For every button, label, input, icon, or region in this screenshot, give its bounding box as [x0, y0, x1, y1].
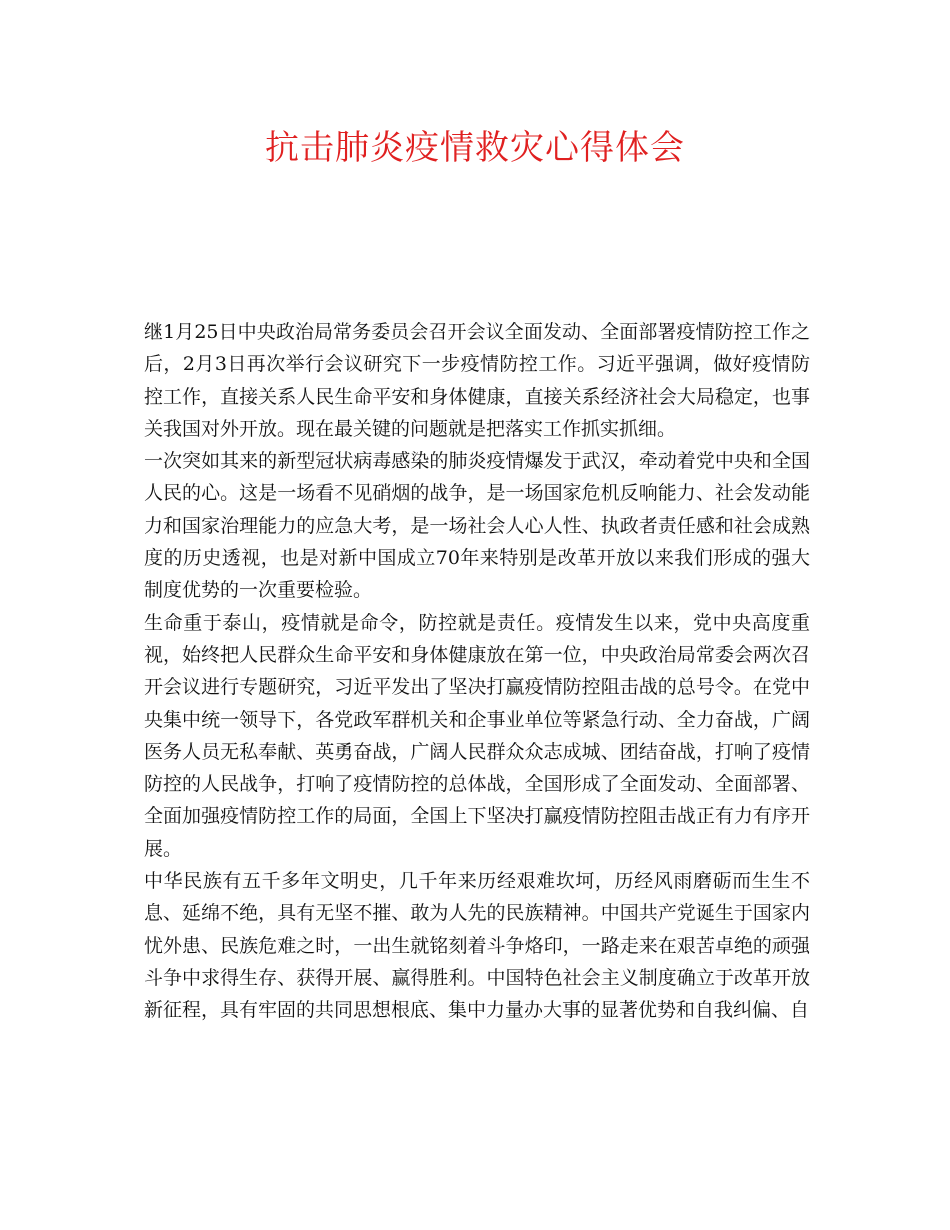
- paragraph-3: 生命重于泰山，疫情就是命令，防控就是责任。疫情发生以来，党中央高度重视，始终把人民群众生命平安和身体健康放在第一位，中央政治局常委会两次召开会议进行专题研究，习近平发出了坚决打赢疫情防控阻击战的总号令。在党中央集中统一领导下，各党政军群机关和企事业单位等紧急行动、全力奋战，广阔医务人员无私奉献、英勇奋战，广阔人民群众众志成城、团结奋战，打响了疫情防控的人民战争，打响了疫情防控的总体战，全国形成了全面发动、全面部署、全面加强疫情防控工作的局面，全国上下坚决打赢疫情防控阻击战正有力有序开展。: [144, 611, 810, 860]
- document-title: 抗击肺炎疫情救灾心得体会: [265, 128, 685, 168]
- paragraph-4: 中华民族有五千多年文明史，几千年来历经艰难坎坷，历经风雨磨砺而生生不息、延绵不绝，具有无坚不摧、敢为人先的民族精神。中国共产党诞生于国家内忧外患、民族危难之时，一出生就铭刻着斗争烙印，一路走来在艰苦卓绝的顽强斗争中求得生存、获得开展、赢得胜利。中国特色社会主义制度确立于改革开放新征程，具有牢固的共同思想根底、集中力量办大事的显著优势和自我纠偏、自: [144, 870, 810, 1022]
- paragraph-1: 继1月25日中央政治局常务委员会召开会议全面发动、全面部署疫情防控工作之后，2月3日再次举行会议研究下一步疫情防控工作。习近平强调，做好疫情防控工作，直接关系人民生命平安和身体健康，直接关系经济社会大局稳定，也事关我国对外开放。现在最关键的问题就是把落实工作抓实抓细。: [144, 321, 810, 440]
- paragraph-2: 一次突如其来的新型冠状病毒感染的肺炎疫情爆发于武汉，牵动着党中央和全国人民的心。这是一场看不见硝烟的战争，是一场国家危机反响能力、社会发动能力和国家治理能力的应急大考，是一场社会人心人性、执政者责任感和社会成熟度的历史透视，也是对新中国成立70年来特别是改革开放以来我们形成的强大制度优势的一次重要检验。: [144, 450, 810, 602]
- document-body: [144, 316, 810, 1027]
